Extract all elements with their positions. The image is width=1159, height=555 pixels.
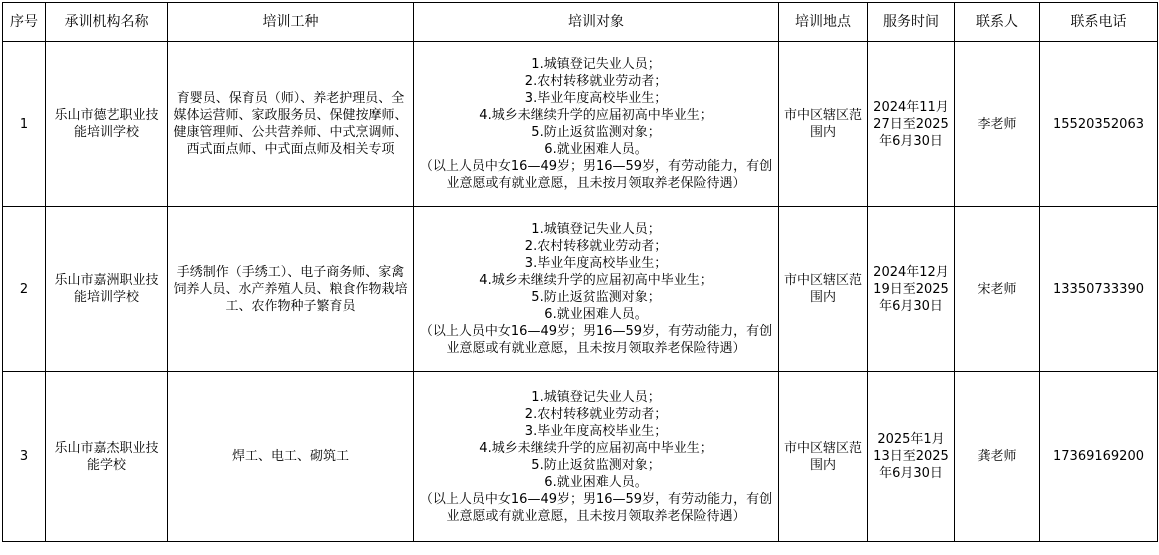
header-contact: 联系人 [955,3,1040,42]
cell-trades: 育婴员、保育员（师）、养老护理员、全媒体运营师、家政服务员、保健按摩师、健康管理师、公共营养师、中式烹调师、西式面点师、中式面点师及相关专项 [168,42,414,207]
training-table [2,2,1158,542]
header-targets: 培训对象 [414,3,779,42]
cell-period: 2024年11月 27日至2025 年6月30日 [868,42,955,207]
cell-phone: 13350733390 [1040,207,1158,372]
table-row [3,207,1158,372]
table-row [3,42,1158,207]
cell-contact: 李老师 [955,42,1040,207]
cell-seq: 1 [3,42,46,207]
cell-targets: 1.城镇登记失业人员； 2.农村转移就业劳动者； 3.毕业年度高校毕业生； 4.城乡未继续升学的应届初高中毕业生； 5.防止返贫监测对象； 6.就业困难人员。 （以上人员中女16—49岁；男16—59岁，有劳动能力，有创业意愿或有就业意愿，且未按月领取养老保险待遇） [414,207,779,372]
cell-location: 市中区辖区范围内 [779,42,868,207]
header-period: 服务时间 [868,3,955,42]
cell-phone: 17369169200 [1040,372,1158,542]
header-phone: 联系电话 [1040,3,1158,42]
cell-targets: 1.城镇登记失业人员； 2.农村转移就业劳动者； 3.毕业年度高校毕业生； 4.城乡未继续升学的应届初高中毕业生； 5.防止返贫监测对象； 6.就业困难人员。 （以上人员中女16—49岁；男16—59岁，有劳动能力，有创业意愿或有就业意愿，且未按月领取养老保险待遇） [414,42,779,207]
cell-seq: 3 [3,372,46,542]
cell-trades: 焊工、电工、砌筑工 [168,372,414,542]
cell-period: 2025年1月 13日至2025 年6月30日 [868,372,955,542]
cell-org: 乐山市嘉洲职业技能培训学校 [46,207,168,372]
cell-location: 市中区辖区范围内 [779,372,868,542]
cell-contact: 宋老师 [955,207,1040,372]
header-trades: 培训工种 [168,3,414,42]
cell-contact: 龚老师 [955,372,1040,542]
cell-targets: 1.城镇登记失业人员； 2.农村转移就业劳动者； 3.毕业年度高校毕业生； 4.城乡未继续升学的应届初高中毕业生； 5.防止返贫监测对象； 6.就业困难人员。 （以上人员中女16—49岁；男16—59岁，有劳动能力，有创业意愿或有就业意愿，且未按月领取养老保险待遇） [414,372,779,542]
cell-phone: 15520352063 [1040,42,1158,207]
header-location: 培训地点 [779,3,868,42]
cell-seq: 2 [3,207,46,372]
header-seq: 序号 [3,3,46,42]
header-org: 承训机构名称 [46,3,168,42]
cell-location: 市中区辖区范围内 [779,207,868,372]
cell-org: 乐山市嘉杰职业技能学校 [46,372,168,542]
cell-org: 乐山市德艺职业技能培训学校 [46,42,168,207]
cell-trades: 手绣制作（手绣工）、电子商务师、家禽饲养人员、水产养殖人员、粮食作物栽培工、农作物种子繁育员 [168,207,414,372]
table-row [3,372,1158,542]
cell-period: 2024年12月 19日至2025 年6月30日 [868,207,955,372]
header-row [3,3,1158,42]
